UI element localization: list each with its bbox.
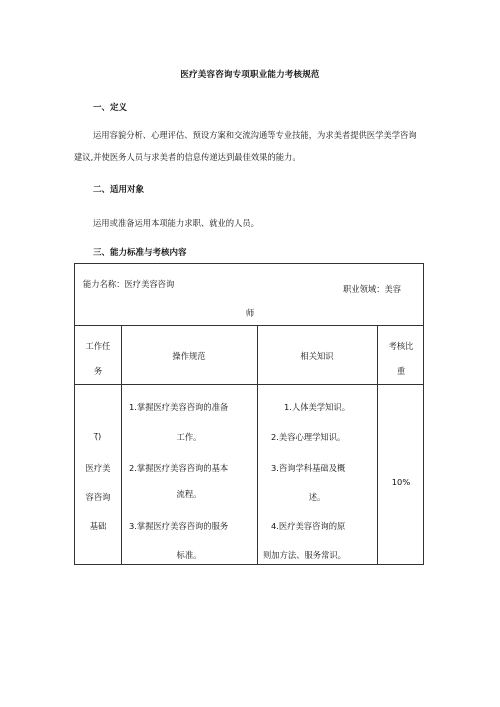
- table-rule-2: [75, 384, 423, 385]
- task-number: (̅): [94, 431, 102, 441]
- ability-name: 能力名称：医疗美容咨询: [83, 279, 175, 289]
- knowledge-line-6: 则加方法、服务常识。: [263, 550, 346, 560]
- spec-line-4: 流程。: [176, 489, 202, 499]
- definition-line-2: 建议,并使医务人员与求美者的信息传递达到最佳效果的能力。: [74, 152, 301, 162]
- section-heading-definition: 一、定义: [93, 103, 128, 113]
- field-line-1: 职业领域：美容: [343, 284, 402, 294]
- target-line-1: 运用或准备运用本项能力求职、就业的人员。: [93, 218, 259, 228]
- weight-value: 10%: [391, 477, 411, 487]
- header-task-line-2: 务: [93, 366, 103, 376]
- header-weight-line-1: 考核比: [388, 341, 414, 351]
- task-line-1: 医疗美: [85, 463, 111, 473]
- spec-line-3: 2.掌握医疗美容咨询的基本: [129, 463, 229, 473]
- knowledge-line-2: 2.美容心理学知识。: [271, 432, 346, 442]
- task-line-3: 基础: [89, 521, 107, 531]
- spec-line-1: 1.掌握医疗美容咨询的准备: [129, 402, 229, 412]
- header-knowledge: 相关知识: [300, 351, 334, 361]
- task-line-2: 容咨询: [85, 492, 111, 502]
- knowledge-line-3: 3.咨询学科基础及概: [271, 463, 346, 473]
- spec-line-6: 标准。: [176, 550, 202, 560]
- knowledge-line-5: 4.医疗美容咨询的原: [271, 521, 346, 531]
- knowledge-line-1: 1.人体美学知识。: [284, 402, 350, 412]
- table-col-divider-3: [377, 325, 378, 565]
- table-rule-1: [75, 325, 423, 326]
- spec-line-5: 3.掌握医疗美容咨询的服务: [129, 521, 229, 531]
- standards-table: [74, 263, 424, 565]
- header-task-line-1: 工作任: [85, 341, 111, 351]
- section-heading-standards: 三、能力标准与考核内容: [93, 248, 187, 258]
- header-weight-line-2: 重: [396, 366, 406, 376]
- page-title: 医疗美容咨询专项职业能力考核规范: [180, 70, 320, 80]
- spec-line-2: 工作。: [176, 432, 202, 442]
- field-line-2: 师: [245, 308, 255, 318]
- section-heading-target: 二、适用对象: [93, 185, 145, 195]
- header-spec: 操作规范: [172, 351, 206, 361]
- definition-line-1: 运用容貌分析、心理评估、预设方案和交流沟通等专业技能，为求美者提供医学美学咨询: [93, 130, 417, 140]
- knowledge-line-4: 述。: [308, 492, 326, 502]
